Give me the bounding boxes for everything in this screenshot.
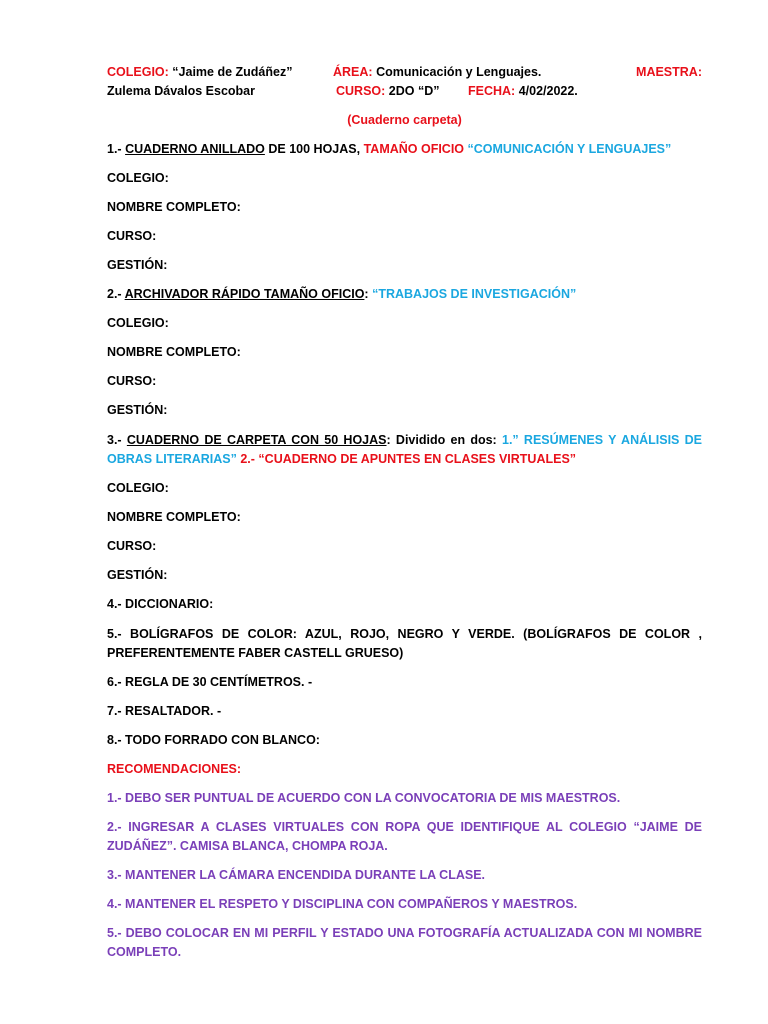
item-2-underlined: ARCHIVADOR RÁPIDO TAMAÑO OFICIO: [124, 287, 365, 301]
item-7: 7.- RESALTADOR. -: [107, 704, 222, 718]
item-1: [107, 140, 702, 159]
header-area: [333, 63, 541, 82]
field-curso: CURSO:: [107, 374, 157, 388]
field-colegio: COLEGIO:: [107, 481, 169, 495]
item-8: 8.- TODO FORRADO CON BLANCO:: [107, 733, 320, 747]
item-3-num: 3.-: [107, 433, 122, 447]
item-2-colon: :: [364, 287, 369, 301]
recommendations-title: RECOMENDACIONES:: [107, 762, 242, 776]
item-1-num: 1.-: [107, 142, 122, 156]
field-gestion: GESTIÓN:: [107, 403, 168, 417]
area-value: Comunicación y Lenguajes.: [376, 65, 542, 79]
colegio-label: COLEGIO:: [107, 65, 169, 79]
item-3-rest: : Dividido en dos:: [386, 433, 497, 447]
area-label: ÁREA:: [333, 65, 373, 79]
field-colegio: COLEGIO:: [107, 316, 169, 330]
item-2-num: 2.-: [107, 287, 122, 301]
field-nombre: NOMBRE COMPLETO:: [107, 510, 241, 524]
fecha-value: 4/02/2022.: [518, 84, 578, 98]
item-6: 6.- REGLA DE 30 CENTÍMETROS. -: [107, 675, 313, 689]
fecha-label: FECHA:: [468, 84, 516, 98]
recommendation-item: 2.- INGRESAR A CLASES VIRTUALES CON ROPA QUE IDENTIFIQUE AL COLEGIO “JAIME DE ZUDÁÑEZ”. CAMISA BLANCA, CHOMPA ROJA.: [107, 820, 702, 853]
curso-value: 2DO “D”: [388, 84, 440, 98]
header-colegio: [107, 63, 292, 82]
item-1-underlined: CUADERNO ANILLADO: [125, 142, 265, 156]
field-gestion: GESTIÓN:: [107, 258, 168, 272]
colegio-value: “Jaime de Zudáñez”: [172, 65, 293, 79]
field-nombre: NOMBRE COMPLETO:: [107, 200, 241, 214]
item-3: [107, 431, 702, 469]
maestra-value: Zulema Dávalos Escobar: [107, 84, 255, 98]
field-curso: CURSO:: [107, 229, 157, 243]
item-2-subject: “TRABAJOS DE INVESTIGACIÓN”: [372, 287, 577, 301]
header-curso: [336, 82, 440, 101]
maestra-label: MAESTRA:: [636, 65, 702, 79]
recommendation-item: 4.- MANTENER EL RESPETO Y DISCIPLINA CON COMPAÑEROS Y MAESTROS.: [107, 897, 578, 911]
item-3-part1: 1.” RESÚMENES Y ANÁLISIS DE OBRAS LITERARIAS”: [107, 433, 703, 466]
recommendation-item: 3.- MANTENER LA CÁMARA ENCENDIDA DURANTE LA CLASE.: [107, 868, 486, 882]
field-colegio: COLEGIO:: [107, 171, 169, 185]
recommendation-item: 5.- DEBO COLOCAR EN MI PERFIL Y ESTADO UNA FOTOGRAFÍA ACTUALIZADA CON MI NOMBRE COMPLETO.: [107, 926, 702, 959]
recommendation-item: 1.- DEBO SER PUNTUAL DE ACUERDO CON LA CONVOCATORIA DE MIS MAESTROS.: [107, 791, 621, 805]
item-4: 4.- DICCIONARIO:: [107, 597, 214, 611]
item-3-part2: 2.- “CUADERNO DE APUNTES EN CLASES VIRTUALES”: [240, 452, 577, 466]
curso-label: CURSO:: [336, 84, 386, 98]
header-fecha: [468, 82, 578, 101]
item-2: [107, 285, 702, 304]
item-3-underlined: CUADERNO DE CARPETA CON 50 HOJAS: [126, 433, 387, 447]
field-curso: CURSO:: [107, 539, 157, 553]
item-1-subject: “COMUNICACIÓN Y LENGUAJES”: [467, 142, 672, 156]
item-1-size: TAMAÑO OFICIO: [363, 142, 465, 156]
item-5: 5.- BOLÍGRAFOS DE COLOR: AZUL, ROJO, NEGRO Y VERDE. (BOLÍGRAFOS DE COLOR , PREFERENTEMENTE FABER CASTELL GRUESO): [107, 627, 702, 660]
item-1-rest: DE 100 HOJAS,: [268, 142, 361, 156]
field-nombre: NOMBRE COMPLETO:: [107, 345, 241, 359]
subtitle: (Cuaderno carpeta): [347, 113, 462, 127]
field-gestion: GESTIÓN:: [107, 568, 168, 582]
